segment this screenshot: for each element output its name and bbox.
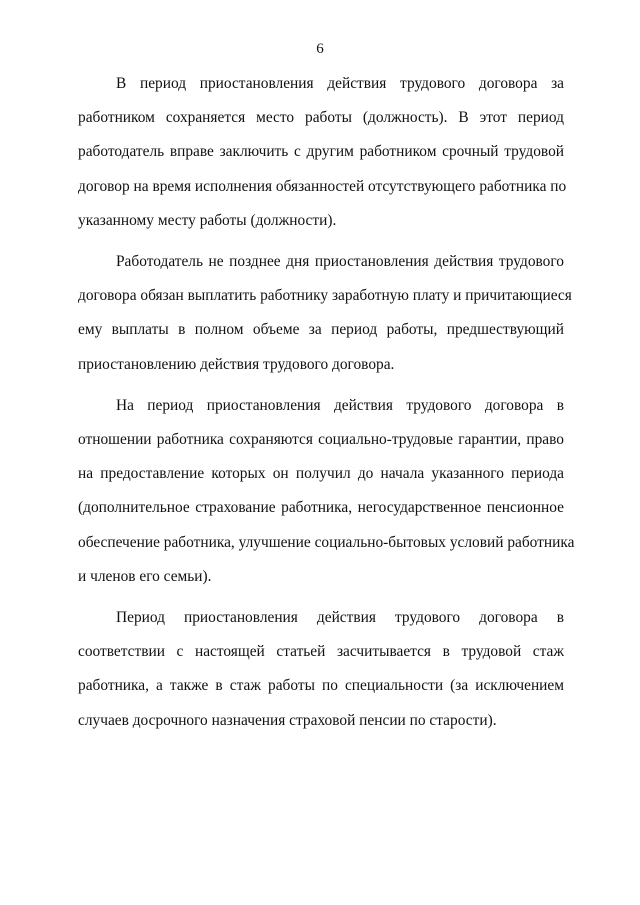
paragraph-social-guarantees (78, 389, 575, 594)
paragraph-line: и членов его семьи). (78, 567, 212, 585)
paragraph-line: соответствии с настоящей статьей засчитывается в трудовой стаж (78, 643, 564, 661)
paragraph-line: случаев досрочного назначения страховой пенсии по старости). (78, 711, 497, 729)
paragraph-suspension-workplace (78, 67, 567, 238)
paragraph-line: договор на время исполнения обязанностей отсутствующего работника по (78, 177, 567, 195)
paragraph-line: работника, а также в стаж работы по специальности (за исключением (78, 677, 564, 695)
paragraph-line: указанному месту работы (должности). (78, 211, 337, 229)
paragraph-line: В период приостановления действия трудового договора за (116, 75, 564, 92)
paragraph-line: Работодатель не позднее дня приостановления действия трудового (116, 253, 564, 271)
paragraph-line: работником сохраняется место работы (должность). В этот период (78, 109, 564, 127)
paragraph-line: на предоставление которых он получил до начала указанного периода (78, 465, 564, 483)
paragraph-line: обеспечение работника, улучшение социально-бытовых условий работника (78, 533, 575, 551)
paragraph-line: ему выплаты в полном объеме за период работы, предшествующий (78, 321, 564, 339)
paragraph-line: приостановлению действия трудового договора. (78, 355, 395, 373)
paragraph-line: договора обязан выплатить работнику заработную плату и причитающиеся (78, 287, 572, 305)
paragraph-line: работодатель вправе заключить с другим работником срочный трудовой (78, 143, 564, 161)
page-number: 6 (316, 41, 324, 57)
paragraph-line: Период приостановления действия трудового договора в (116, 609, 564, 627)
paragraph-line: На период приостановления действия трудового договора в (116, 396, 564, 414)
paragraph-line: (дополнительное страхование работника, негосударственное пенсионное (78, 499, 564, 517)
paragraph-line: отношении работника сохраняются социально-трудовые гарантии, право (78, 431, 564, 449)
paragraph-employer-payment (78, 245, 572, 382)
paragraph-work-experience (78, 601, 564, 738)
document-body (78, 67, 575, 745)
